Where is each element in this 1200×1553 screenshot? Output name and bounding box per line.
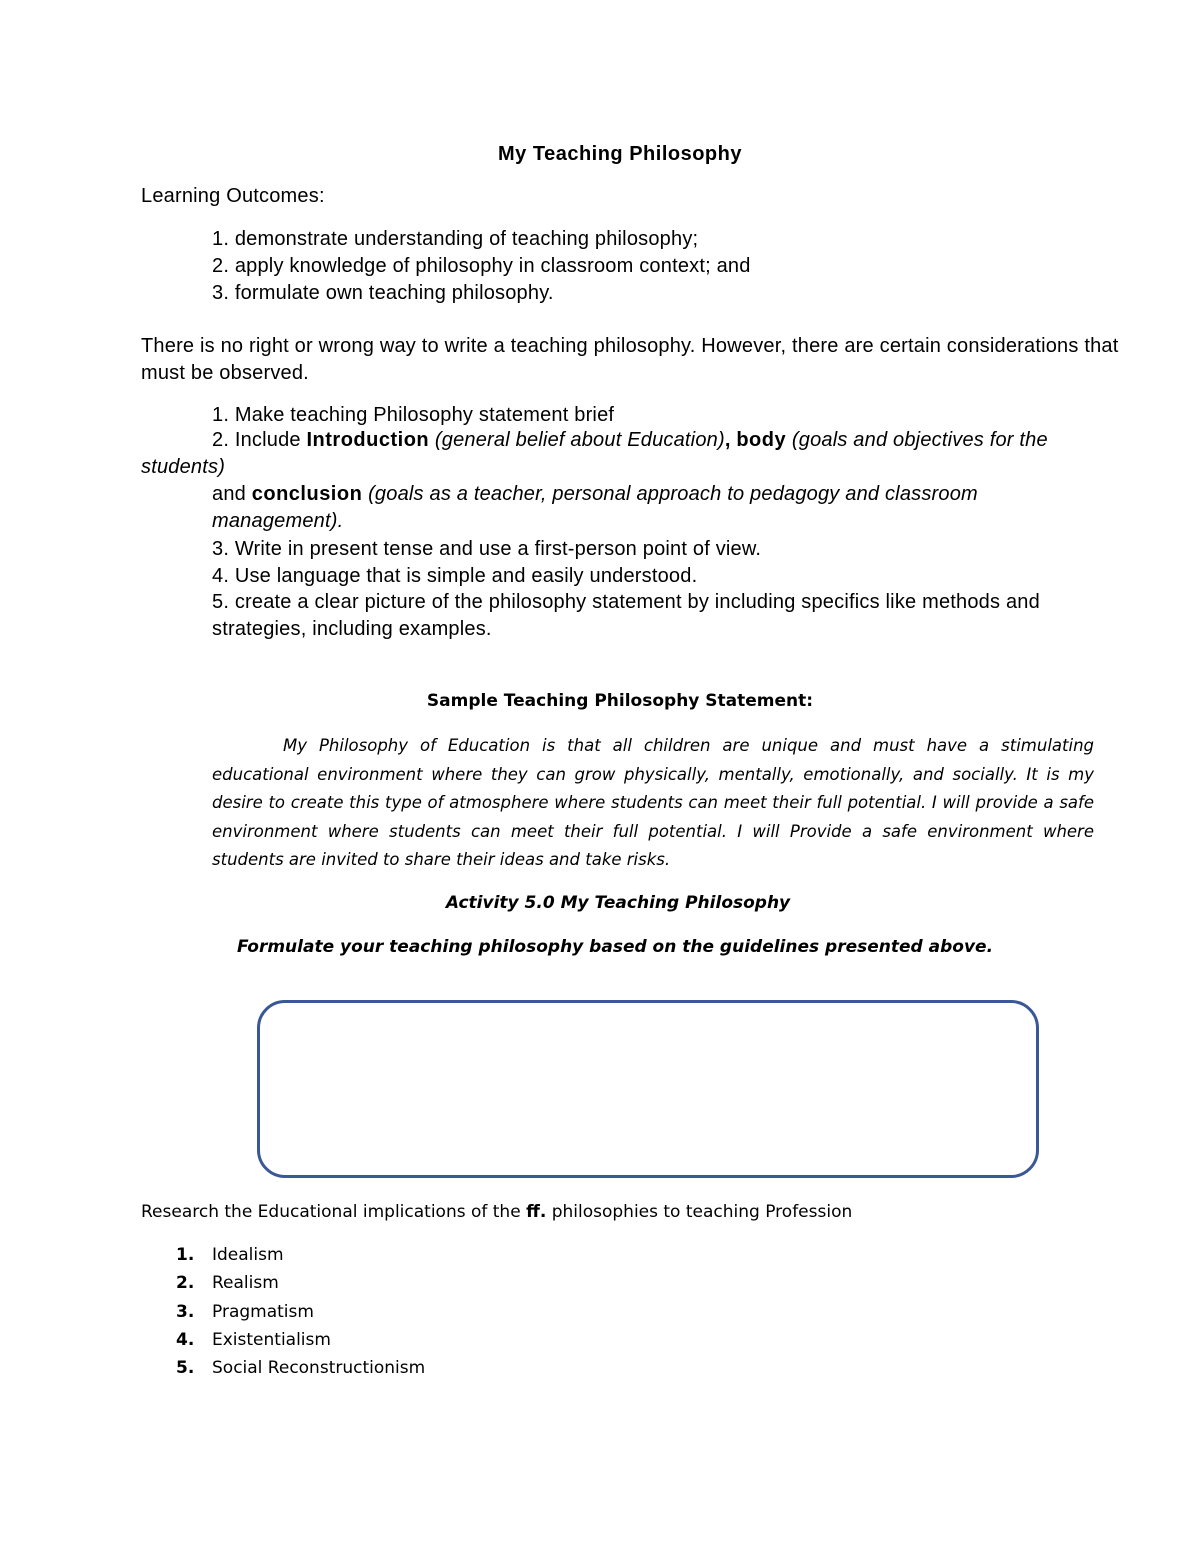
- philosophy-item: Realism: [212, 1273, 279, 1293]
- consideration-continuation: [212, 481, 1092, 535]
- list-item-number: 5.: [176, 1358, 195, 1378]
- page-title: My Teaching Philosophy: [498, 143, 742, 165]
- philosophy-item: Existentialism: [212, 1330, 331, 1350]
- philosophy-item: Idealism: [212, 1245, 284, 1265]
- body-description: (goals and objectives for the students): [141, 429, 1048, 478]
- introduction-term: Introduction: [306, 429, 430, 451]
- list-item-number: 3.: [176, 1302, 195, 1322]
- research-instruction: [141, 1202, 852, 1222]
- research-suffix: philosophies to teaching Profession: [546, 1202, 853, 1222]
- sample-heading: Sample Teaching Philosophy Statement:: [426, 691, 814, 711]
- philosophy-item: Pragmatism: [212, 1302, 314, 1322]
- comma: ,: [724, 429, 737, 451]
- conclusion-term: conclusion: [251, 483, 363, 505]
- intro-paragraph: There is no right or wrong way to write a teaching philosophy. However, there are certain considerations that must be observed.: [141, 335, 1119, 384]
- answer-box[interactable]: [257, 1000, 1039, 1178]
- consideration-item: 3. Write in present tense and use a first-person point of view.: [212, 538, 762, 560]
- learning-outcomes-label: Learning Outcomes:: [141, 185, 325, 207]
- consideration-item: 4. Use language that is simple and easily understood.: [212, 565, 698, 587]
- activity-instruction: Formulate your teaching philosophy based on the guidelines presented above.: [236, 937, 994, 957]
- activity-heading: Activity 5.0 My Teaching Philosophy: [445, 893, 791, 913]
- sample-statement: My Philosophy of Education is that all children are unique and must have a stimulating educational environment where they can grow physically, mentally, emotionally, and socially. It is my desire to create this type of atmosphere where students can meet their full potential. I will provide a safe environment where students can meet their full potential. I will Provide a safe environment where students are invited to share their ideas and take risks.: [212, 736, 1094, 869]
- consideration-item: 1. Make teaching Philosophy statement brief: [212, 404, 615, 426]
- learning-outcome-item: 1. demonstrate understanding of teaching philosophy;: [212, 228, 699, 250]
- list-item-number: 4.: [176, 1330, 195, 1350]
- list-item-number: 2.: [176, 1273, 195, 1293]
- and-word: and: [212, 483, 252, 505]
- ff-abbrev: ff.: [526, 1202, 547, 1222]
- introduction-description: (general belief about Education): [429, 429, 725, 451]
- list-item-number: 1.: [176, 1245, 195, 1265]
- body-term: body: [736, 429, 787, 451]
- learning-outcome-item: 2. apply knowledge of philosophy in classroom context; and: [212, 255, 751, 277]
- consideration-item: 5. create a clear picture of the philosophy statement by including specifics like methods and strategies, including examples.: [212, 591, 1040, 640]
- learning-outcome-item: 3. formulate own teaching philosophy.: [212, 282, 554, 304]
- consideration-item: [141, 427, 1101, 481]
- conclusion-description: (goals as a teacher, personal approach to pedagogy and classroom management).: [212, 483, 978, 532]
- research-prefix: Research the Educational implications of the: [141, 1202, 527, 1222]
- philosophy-item: Social Reconstructionism: [212, 1358, 426, 1378]
- consideration-prefix: 2. Include: [212, 429, 307, 451]
